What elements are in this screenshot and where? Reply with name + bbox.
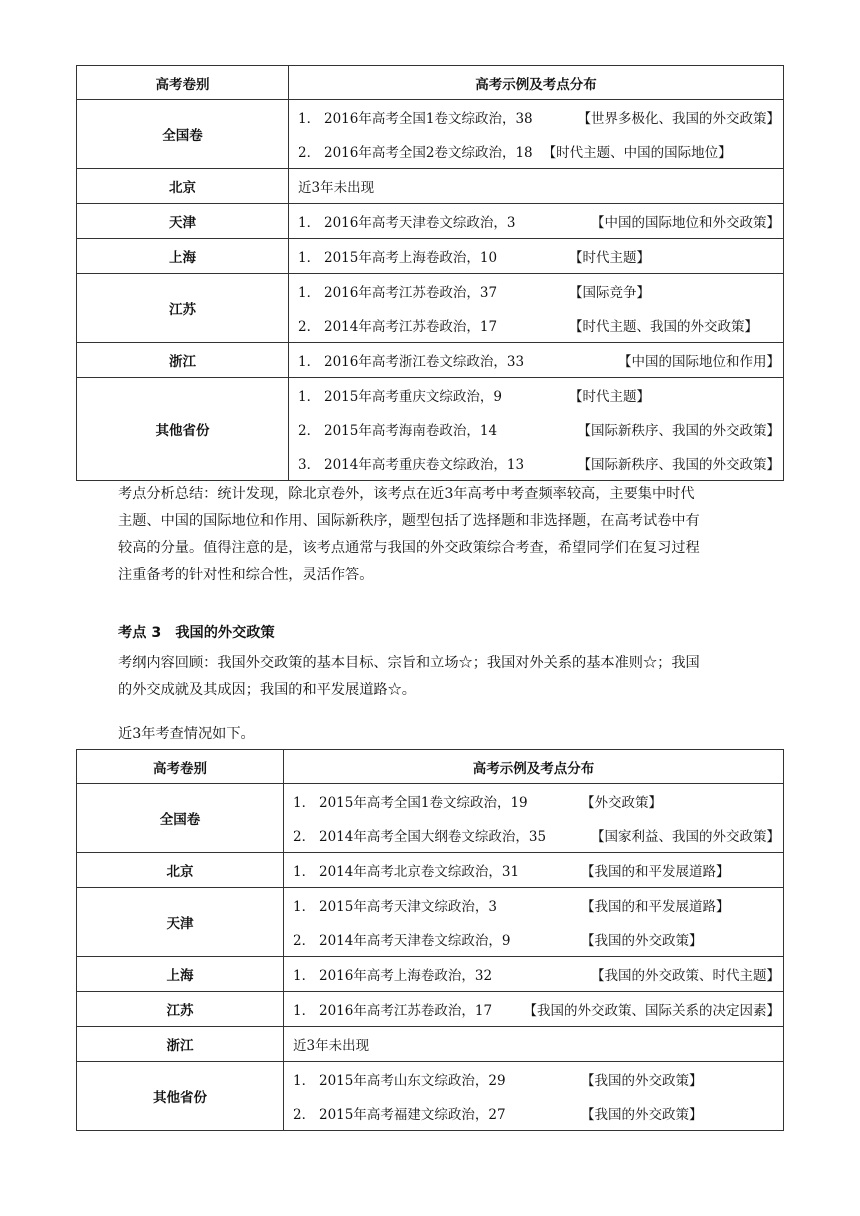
examples-cell xyxy=(284,853,784,888)
list-item: 2． 2015年高考海南卷政治，14 【国际新秩序、我国的外交政策】 xyxy=(289,412,783,446)
examples-cell xyxy=(284,1062,784,1131)
province-cell: 天津 xyxy=(77,204,289,239)
examples-cell xyxy=(284,888,784,957)
list-item: 1． 2016年高考江苏卷政治，37 【国际竞争】 xyxy=(289,274,783,308)
table-row xyxy=(77,1027,784,1062)
table-row xyxy=(77,992,784,1027)
topic-tag: 【国家利益、我国的外交政策】 xyxy=(591,829,780,845)
intro-text: 近3年考查情况如下。 xyxy=(118,726,255,742)
table-row xyxy=(77,888,784,957)
province-cell: 上海 xyxy=(77,957,284,992)
list-item: 1． 2015年高考天津文综政治，3 【我国的和平发展道路】 xyxy=(284,888,783,922)
examples-cell xyxy=(289,169,784,204)
analysis-summary xyxy=(118,481,758,589)
province-cell: 北京 xyxy=(77,169,289,204)
examples-cell xyxy=(284,784,784,853)
examples-cell xyxy=(289,204,784,239)
list-item: 1． 2015年高考上海卷政治，10 【时代主题】 xyxy=(289,239,783,273)
province-cell: 江苏 xyxy=(77,274,289,343)
topic-tag: 【国际新秩序、我国的外交政策】 xyxy=(577,423,780,439)
topic-tag: 【中国的国际地位和作用】 xyxy=(618,354,780,370)
topic-tag: 【时代主题、我国的外交政策】 xyxy=(569,319,758,335)
list-item: 2． 2014年高考天津卷文综政治，9 【我国的外交政策】 xyxy=(284,922,783,956)
list-item: 2． 2014年高考江苏卷政治，17 【时代主题、我国的外交政策】 xyxy=(289,308,783,342)
table-row xyxy=(77,1062,784,1131)
examples-cell xyxy=(284,957,784,992)
topic-tag: 【国际新秩序、我国的外交政策】 xyxy=(577,457,780,473)
table-row xyxy=(77,204,784,239)
table-row xyxy=(77,239,784,274)
summary-line: 较高的分量。值得注意的是，该考点通常与我国的外交政策综合考查，希望同学们在复习过程 xyxy=(118,540,700,556)
review-line: 的外交成就及其成因；我国的和平发展道路☆。 xyxy=(118,682,416,698)
list-item: 1． 2016年高考天津卷文综政治，3 【中国的国际地位和外交政策】 xyxy=(289,204,783,238)
list-item: 3． 2014年高考重庆卷文综政治，13 【国际新秩序、我国的外交政策】 xyxy=(289,446,783,480)
review-line: 考纲内容回顾：我国外交政策的基本目标、宗旨和立场☆；我国对外关系的基本准则☆；我国 xyxy=(118,655,700,671)
table-header-row xyxy=(77,750,784,784)
list-item: 2． 2015年高考福建文综政治，27 【我国的外交政策】 xyxy=(284,1096,783,1130)
section-heading: 考点 3 我国的外交政策 xyxy=(118,625,275,641)
list-item: 1． 2015年高考全国1卷文综政治，19 【外交政策】 xyxy=(284,784,783,818)
examples-cell xyxy=(289,343,784,378)
table-row xyxy=(77,343,784,378)
header-province: 高考卷别 xyxy=(77,750,284,784)
examples-cell xyxy=(289,239,784,274)
table-row xyxy=(77,169,784,204)
province-cell: 其他省份 xyxy=(77,378,289,481)
table-row xyxy=(77,100,784,169)
topic-tag: 【我国的和平发展道路】 xyxy=(581,864,730,880)
list-item: 1． 2016年高考全国1卷文综政治，38 【世界多极化、我国的外交政策】 xyxy=(289,100,783,134)
province-cell: 天津 xyxy=(77,888,284,957)
table-header-row xyxy=(77,66,784,100)
exam-table-2 xyxy=(76,749,784,1131)
list-item: 2． 2014年高考全国大纲卷文综政治，35 【国家利益、我国的外交政策】 xyxy=(284,818,783,852)
header-examples: 高考示例及考点分布 xyxy=(289,66,784,100)
list-item: 1． 2014年高考北京卷文综政治，31 【我国的和平发展道路】 xyxy=(284,853,783,887)
topic-tag: 【时代主题】 xyxy=(569,250,650,266)
table-row xyxy=(77,957,784,992)
province-cell: 其他省份 xyxy=(77,1062,284,1131)
province-cell: 全国卷 xyxy=(77,100,289,169)
topic-tag: 【世界多极化、我国的外交政策】 xyxy=(577,111,780,127)
not-appeared-note: 近3年未出现 xyxy=(293,1038,370,1054)
exam-table-1 xyxy=(76,65,784,481)
topic-tag: 【我国的外交政策】 xyxy=(581,1073,703,1089)
province-cell: 全国卷 xyxy=(77,784,284,853)
summary-line: 考点分析总结：统计发现，除北京卷外，该考点在近3年高考中考查频率较高，主要集中时代 xyxy=(118,486,695,502)
table-row xyxy=(77,853,784,888)
province-cell: 北京 xyxy=(77,853,284,888)
examples-cell xyxy=(289,100,784,169)
topic-tag: 【我国的外交政策】 xyxy=(581,933,703,949)
list-item: 1． 2016年高考江苏卷政治，17 【我国的外交政策、国际关系的决定因素】 xyxy=(284,992,783,1026)
province-cell: 江苏 xyxy=(77,992,284,1027)
not-appeared-note: 近3年未出现 xyxy=(298,180,375,196)
table-row xyxy=(77,378,784,481)
summary-line: 主题、中国的国际地位和作用、国际新秩序，题型包括了选择题和非选择题，在高考试卷中有 xyxy=(118,513,700,529)
topic-tag: 【我国的外交政策、时代主题】 xyxy=(591,968,780,984)
topic-tag: 【时代主题】 xyxy=(569,389,650,405)
topic-tag: 【时代主题、中国的国际地位】 xyxy=(542,145,732,161)
table-row xyxy=(77,784,784,853)
summary-line: 注重备考的针对性和综合性，灵活作答。 xyxy=(118,567,374,583)
province-cell: 浙江 xyxy=(77,343,289,378)
list-item: 1． 2015年高考重庆文综政治，9 【时代主题】 xyxy=(289,378,783,412)
list-item: 1． 2016年高考浙江卷文综政治，33 【中国的国际地位和作用】 xyxy=(289,343,783,377)
province-cell: 浙江 xyxy=(77,1027,284,1062)
syllabus-review xyxy=(118,650,758,704)
examples-cell xyxy=(289,274,784,343)
examples-cell xyxy=(289,378,784,481)
topic-tag: 【国际竞争】 xyxy=(569,285,650,301)
list-item: 1． 2015年高考山东文综政治，29 【我国的外交政策】 xyxy=(284,1062,783,1096)
header-province: 高考卷别 xyxy=(77,66,289,100)
list-item: 2． 2016年高考全国2卷文综政治，18 【时代主题、中国的国际地位】 xyxy=(289,134,783,168)
topic-tag: 【我国的外交政策】 xyxy=(581,1107,703,1123)
list-item: 1． 2016年高考上海卷政治，32 【我国的外交政策、时代主题】 xyxy=(284,957,783,991)
topic-tag: 【中国的国际地位和外交政策】 xyxy=(591,215,780,231)
topic-tag: 【外交政策】 xyxy=(581,795,662,811)
topic-tag: 【我国的和平发展道路】 xyxy=(581,899,730,915)
table-row xyxy=(77,274,784,343)
examples-cell xyxy=(284,1027,784,1062)
province-cell: 上海 xyxy=(77,239,289,274)
examples-cell xyxy=(284,992,784,1027)
header-examples: 高考示例及考点分布 xyxy=(284,750,784,784)
topic-tag: 【我国的外交政策、国际关系的决定因素】 xyxy=(523,1003,780,1019)
